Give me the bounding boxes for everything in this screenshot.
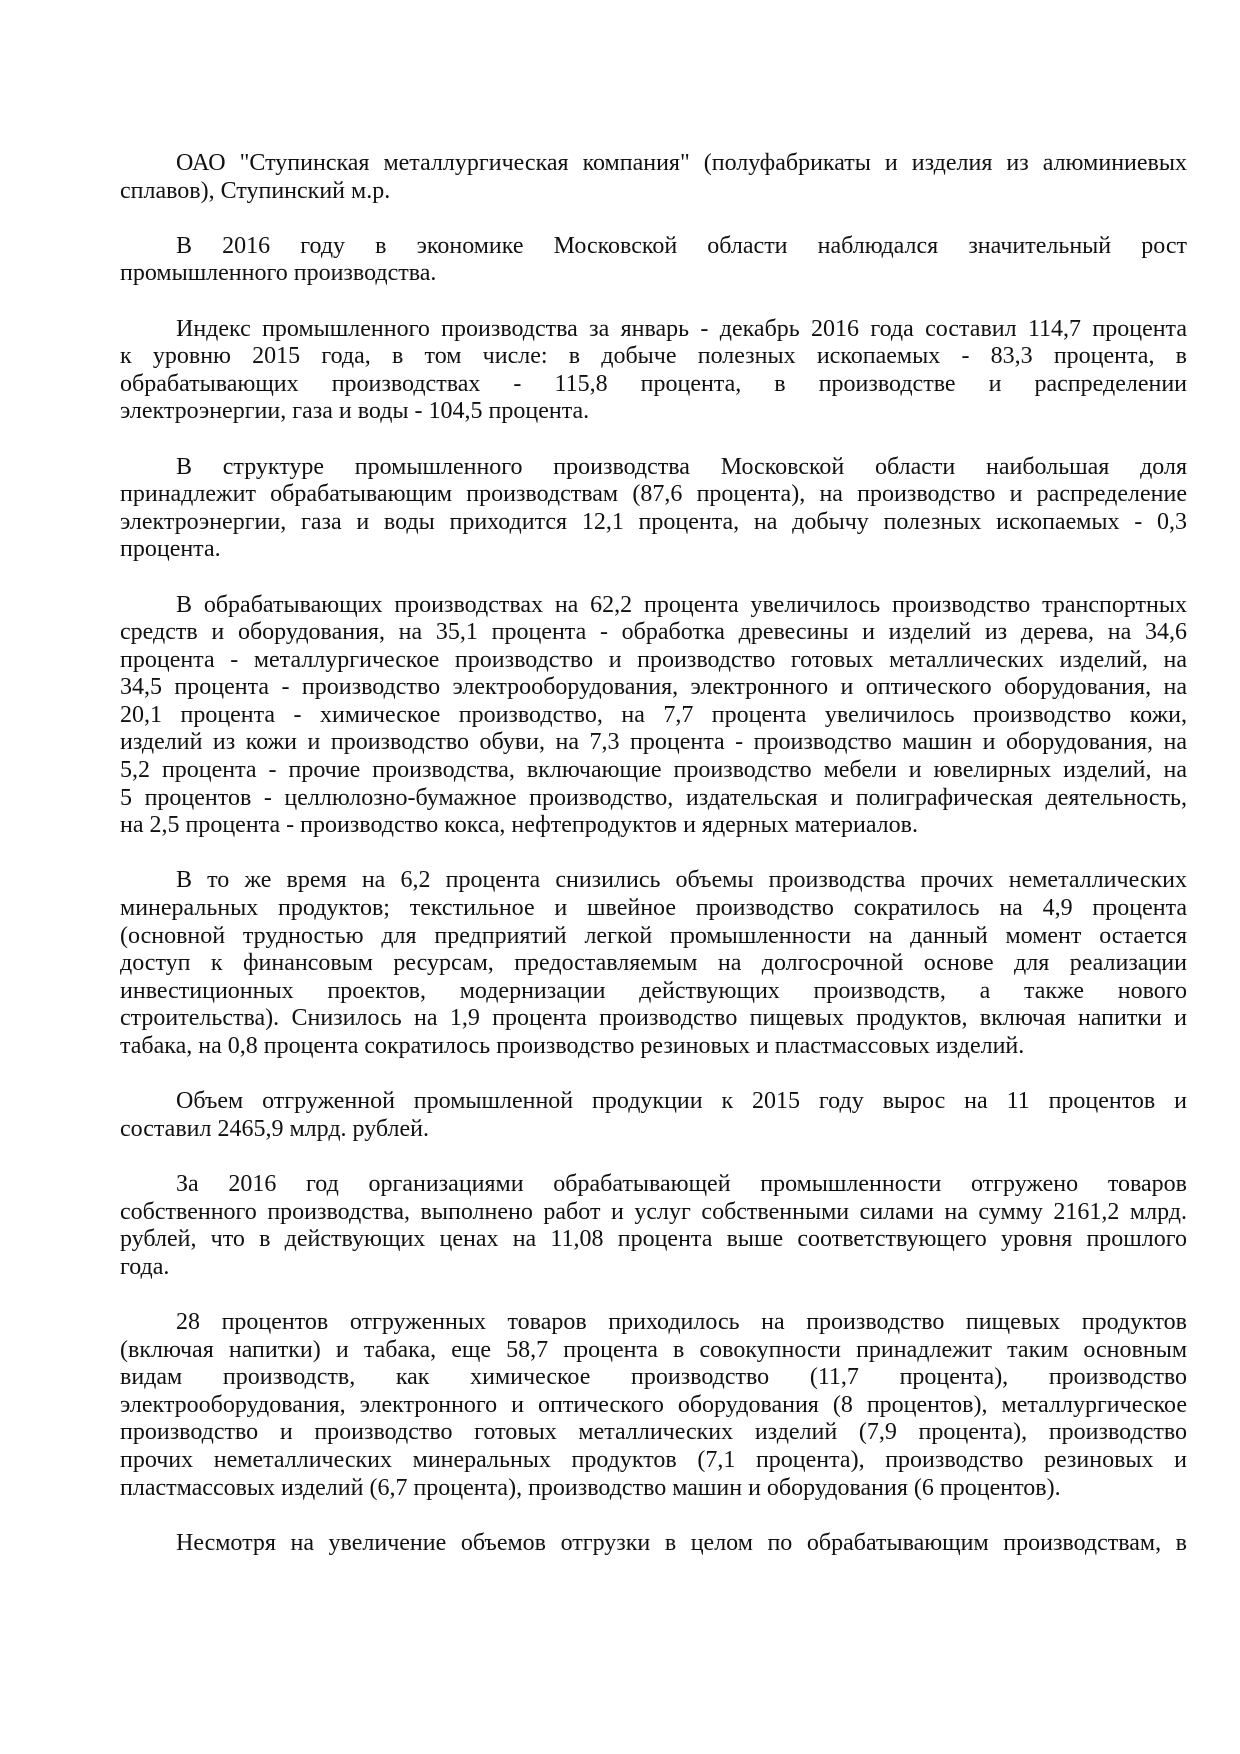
text-line: электрооборудования, электронного и оптического оборудования (8 процентов), металлургическое <box>120 1391 1187 1418</box>
text-line: минеральных продуктов; текстильное и швейное производство сократилось на 4,9 процента <box>120 895 1187 922</box>
text-line: 20,1 процента - химическое производство, на 7,7 процента увеличилось производство кожи, <box>120 701 1187 728</box>
text-line: В 2016 году в экономике Московской области наблюдался значительный рост <box>176 232 1187 259</box>
text-line: принадлежит обрабатывающим производствам (87,6 процента), на производство и распределение <box>120 481 1187 508</box>
text-line: электроэнергии, газа и воды приходится 12,1 процента, на добычу полезных ископаемых - 0,3 <box>120 508 1187 535</box>
paragraph <box>120 150 1187 205</box>
text-line: ОАО "Ступинская металлургическая компания" (полуфабрикаты и изделия из алюминиевых <box>176 150 1187 176</box>
text-line: на 2,5 процента - производство кокса, нефтепродуктов и ядерных материалов. <box>120 812 918 839</box>
text-line: года. <box>120 1253 170 1280</box>
paragraph <box>120 867 1187 1060</box>
text-line: доступ к финансовым ресурсам, предоставляемым на долгосрочной основе для реализации <box>120 950 1187 977</box>
text-line: Индекс промышленного производства за январь - декабрь 2016 года составил 114,7 процента <box>176 315 1187 342</box>
text-line: 28 процентов отгруженных товаров приходилось на производство пищевых продуктов <box>176 1308 1187 1335</box>
paragraph <box>120 1171 1187 1281</box>
text-line: процента - металлургическое производство и производство готовых металлических изделий, на <box>120 646 1187 673</box>
text-line: составил 2465,9 млрд. рублей. <box>120 1115 429 1142</box>
paragraph <box>120 454 1187 564</box>
text-line: процента. <box>120 536 221 563</box>
text-line: 34,5 процента - производство электрооборудования, электронного и оптического оборудования, на <box>120 674 1187 701</box>
paragraph <box>120 1309 1187 1502</box>
text-line: видам производств, как химическое производство (11,7 процента), производство <box>120 1364 1187 1391</box>
text-line: За 2016 год организациями обрабатывающей промышленности отгружено товаров <box>176 1170 1187 1197</box>
text-line: сплавов), Ступинский м.р. <box>120 177 391 204</box>
text-line: собственного производства, выполнено работ и услуг собственными силами на сумму 2161,2 млрд. <box>120 1198 1187 1225</box>
text-line: В структуре промышленного производства Московской области наибольшая доля <box>176 453 1187 480</box>
text-line: табака, на 0,8 процента сократилось производство резиновых и пластмассовых изделий. <box>120 1033 1025 1059</box>
paragraph <box>120 233 1187 288</box>
text-line: обрабатывающих производствах - 115,8 процента, в производстве и распределении <box>120 370 1187 397</box>
text-line: инвестиционных проектов, модернизации действующих производств, а также нового <box>120 977 1187 1004</box>
text-line: рублей, что в действующих ценах на 11,08 процента выше соответствующего уровня прошлого <box>120 1226 1187 1253</box>
text-line: (включая напитки) и табака, еще 58,7 процента в совокупности принадлежит таким основным <box>120 1336 1187 1363</box>
text-line: прочих неметаллических минеральных продуктов (7,1 процента), производство резиновых и <box>120 1446 1187 1473</box>
text-line: пластмассовых изделий (6,7 процента), производство машин и оборудования (6 процентов). <box>120 1474 1061 1501</box>
text-line: строительства). Снизилось на 1,9 процента производство пищевых продуктов, включая напитки и <box>120 1005 1187 1032</box>
text-line: производство и производство готовых металлических изделий (7,9 процента), производство <box>120 1419 1187 1446</box>
text-line: В обрабатывающих производствах на 62,2 процента увеличилось производство транспортных <box>176 591 1187 618</box>
text-line: к уровню 2015 года, в том числе: в добыче полезных ископаемых - 83,3 процента, в <box>120 343 1187 370</box>
text-line: 5 процентов - целлюлозно-бумажное производство, издательская и полиграфическая деятельность, <box>120 784 1187 811</box>
text-line: изделий из кожи и производство обуви, на 7,3 процента - производство машин и оборудования, на <box>120 729 1187 756</box>
text-line: В то же время на 6,2 процента снизились объемы производства прочих неметаллических <box>176 867 1187 894</box>
text-line: Объем отгруженной промышленной продукции к 2015 году вырос на 11 процентов и <box>176 1088 1187 1115</box>
paragraph <box>120 1530 1187 1558</box>
text-line: средств и оборудования, на 35,1 процента - обработка древесины и изделий из дерева, на 34,6 <box>120 619 1187 646</box>
text-line: 5,2 процента - прочие производства, включающие производство мебели и ювелирных изделий, на <box>120 757 1187 784</box>
text-line: Несмотря на увеличение объемов отгрузки в целом по обрабатывающим производствам, в <box>176 1529 1187 1556</box>
text-line: промышленного производства. <box>120 260 437 287</box>
text-line: (основной трудностью для предприятий легкой промышленности на данный момент остается <box>120 922 1187 949</box>
paragraph <box>120 1088 1187 1143</box>
paragraph <box>120 592 1187 840</box>
paragraph <box>120 316 1187 426</box>
text-line: электроэнергии, газа и воды - 104,5 процента. <box>120 398 590 425</box>
document-page <box>120 150 1187 1585</box>
